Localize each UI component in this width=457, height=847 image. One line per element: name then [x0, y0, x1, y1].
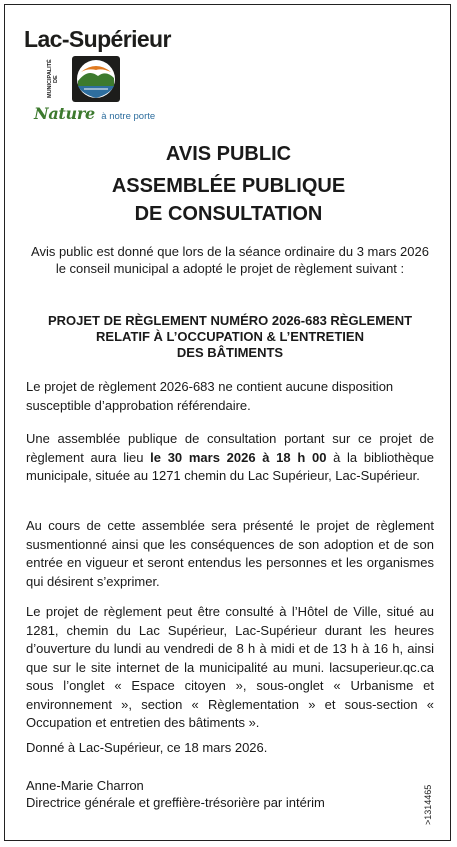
- signature-block: [26, 777, 325, 811]
- notice-subtitle-line1: ASSEMBLÉE PUBLIQUE: [111, 175, 346, 197]
- brand-name: Lac-Supérieur: [24, 26, 171, 52]
- tagline-small: à notre porte: [101, 111, 156, 122]
- meeting-date: le 30 mars 2026 à 18 h 00: [150, 449, 327, 465]
- consultation-paragraph: Le projet de règlement peut être consulté à l’Hôtel de Ville, situé au 1281, chemin du Lac Supérieur, Lac-Supérieur durant les heures d’ouverture du lundi au vendredi de 8 h à midi et de 13 h à 16 h, ainsi que sur le site internet de la municipalité au muni. lacsuperieur.qc.ca sous l’onglet « Espace citoyen », sous-onglet « Urbanisme et environnement », section « Règlementation » et sous-section « Occupation et entretien des bâtiments ».: [26, 604, 434, 730]
- municipality-label: MUNICIPALITÉ DE: [47, 59, 59, 99]
- referendum-paragraph: Le projet de règlement 2026-683 ne contient aucune disposition susceptible d’approbation référendaire.: [26, 379, 394, 413]
- reference-number: >1314465: [423, 784, 433, 826]
- meeting-text-after: à la bibliothèque municipale, située au 1271 chemin du Lac Supérieur, Lac-Supérieur.: [26, 449, 434, 483]
- intro-paragraph: Avis public est donné que lors de la séance ordinaire du 3 mars 2026 le conseil municipal a adopté le projet de règlement suivant :: [31, 244, 429, 276]
- bylaw-subject-line1: PROJET DE RÈGLEMENT NUMÉRO 2026-683 RÈGLEMENT: [47, 313, 413, 328]
- municipality-logo-icon: [72, 56, 120, 102]
- meeting-text-before: Une assemblée publique de consultation portant sur ce projet de règlement aura lieu: [26, 431, 434, 465]
- notice-title: AVIS PUBLIC: [165, 143, 292, 165]
- notice-subtitle-line2: DE CONSULTATION: [134, 203, 323, 225]
- bylaw-subject-line2: RELATIF À L’OCCUPATION & L’ENTRETIEN: [96, 329, 364, 344]
- bylaw-subject-line3: DES BÂTIMENTS: [176, 345, 284, 360]
- presentation-paragraph: Au cours de cette assemblée sera présenté le projet de règlement susmentionné ainsi que les conséquences de son adoption et de son entrée en vigueur et seront entendus les personnes et les organismes qui désirent s’exprimer.: [26, 518, 434, 589]
- issued-date: Donné à Lac-Supérieur, ce 18 mars 2026.: [26, 740, 268, 755]
- signatory-title: Directrice générale et greffière-trésorière par intérim: [26, 795, 325, 810]
- meeting-paragraph: [26, 430, 434, 486]
- tagline-script: Nature: [34, 104, 95, 123]
- municipality-brand: [24, 26, 171, 52]
- brand-tagline: [34, 104, 155, 124]
- bylaw-subject: [26, 313, 434, 361]
- signatory-name: Anne-Marie Charron: [26, 778, 144, 793]
